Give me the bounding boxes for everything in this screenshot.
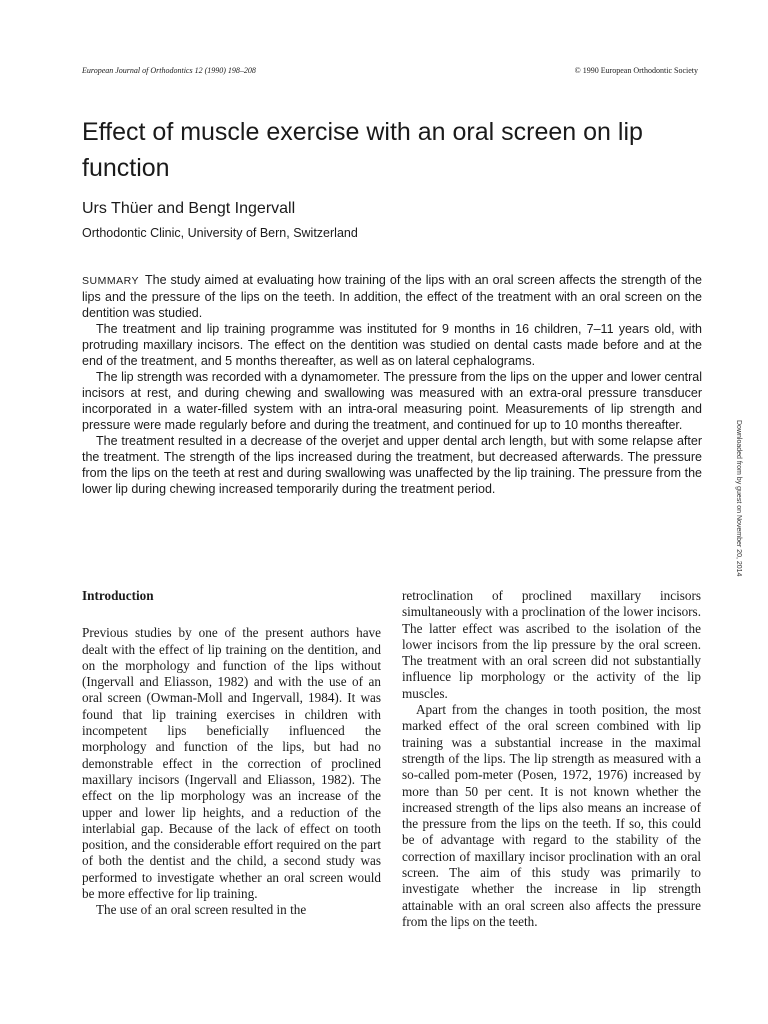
body-column-left	[82, 588, 381, 919]
copyright-notice: © 1990 European Orthodontic Society	[574, 66, 698, 75]
section-heading-introduction: Introduction	[82, 588, 154, 603]
body-paragraph: The use of an oral screen resulted in the	[96, 902, 307, 918]
body-paragraph: retroclination of proclined maxillary incisors simultaneously with a proclination of the lower incisors. The latter effect was ascribed to the isolation of the lower incisors from the lip pressure by the oral screen. The treatment with an oral screen did not substantially influence lip morphology or the activity of the lip muscles.	[402, 588, 701, 701]
author-affiliation: Orthodontic Clinic, University of Bern, Switzerland	[82, 226, 358, 240]
article-title: Effect of muscle exercise with an oral screen on lip function	[82, 118, 643, 182]
abstract-paragraph: The treatment and lip training programme was instituted for 9 months in 16 children, 7–11 years old, with protruding maxillary incisors. The effect on the dentition was studied on dental casts made before and at the end of the treatment, and 5 months thereafter, as well as on lateral cephalograms.	[82, 322, 702, 368]
abstract-paragraph: The lip strength was recorded with a dynamometer. The pressure from the lips on the upper and lower central incisors at rest, and during chewing and swallowing was measured with an extra-oral pressure transducer incorporated in a water-filled system with an intra-oral measuring point. Measurements of lip strength and pressure were made regularly before and during the treatment, and continued for up to 10 months thereafter.	[82, 370, 702, 432]
abstract-paragraph: The treatment resulted in a decrease of the overjet and upper dental arch length, but with some relapse after the treatment. The strength of the lips increased during the treatment, but decreased afterwards. The pressure from the lips on the teeth at rest and during swallowing was unaffected by the lip training. The pressure from the lower lip during chewing increased temporarily during the treatment period.	[82, 434, 702, 496]
abstract	[82, 272, 702, 497]
body-paragraph: Apart from the changes in tooth position, the most marked effect of the oral screen combined with lip training was a substantial increase in the maximal strength of the lips. The lip strength as measured with a so-called pom-meter (Posen, 1972, 1976) increased by more than 50 per cent. It is not known whether the increased strength of the lips also means an increase of the pressure from the lips on the teeth. If so, this could be of advantage with regard to the stability of the correction of maxillary incisor proclination with an oral screen. The aim of this study was primarily to investigate whether the increase in lip strength attainable with an oral screen also affects the pressure from the lips on the teeth.	[402, 702, 701, 929]
author-list: Urs Thüer and Bengt Ingervall	[82, 200, 296, 217]
abstract-text: The study aimed at evaluating how training of the lips with an oral screen affects the strength of the lips and the pressure of the lips on the teeth. In addition, the effect of the treatment with an oral screen on the dentition was studied.	[82, 273, 702, 320]
abstract-label: SUMMARY	[82, 275, 139, 287]
download-stamp: Downloaded from by guest on November 20, 2014	[735, 420, 742, 577]
body-column-right	[402, 588, 701, 930]
body-paragraph: Previous studies by one of the present authors have dealt with the effect of lip training on the dentition, and on the morphology and function of the lips without (Ingervall and Eliasson, 1982) and with the use of an oral screen (Owman-Moll and Ingervall, 1984). It was found that lip training exercises in children with incompetent lips beneficially influenced the morphology and function of the lips, but had no demonstrable effect in the correction of proclined maxillary incisors (Ingervall and Eliasson, 1982). The effect on the lip morphology was an increase of the upper and lower lip heights, and a reduction of the interlabial gap. Because of the lack of effect on tooth position, and the considerable effort required on the part of both the dentist and the child, a second study was performed to investigate whether an oral screen would be more effective for lip training.	[82, 625, 381, 902]
journal-citation: European Journal of Orthodontics 12 (1990) 198–208	[82, 66, 256, 75]
abstract-paragraph	[82, 272, 702, 321]
